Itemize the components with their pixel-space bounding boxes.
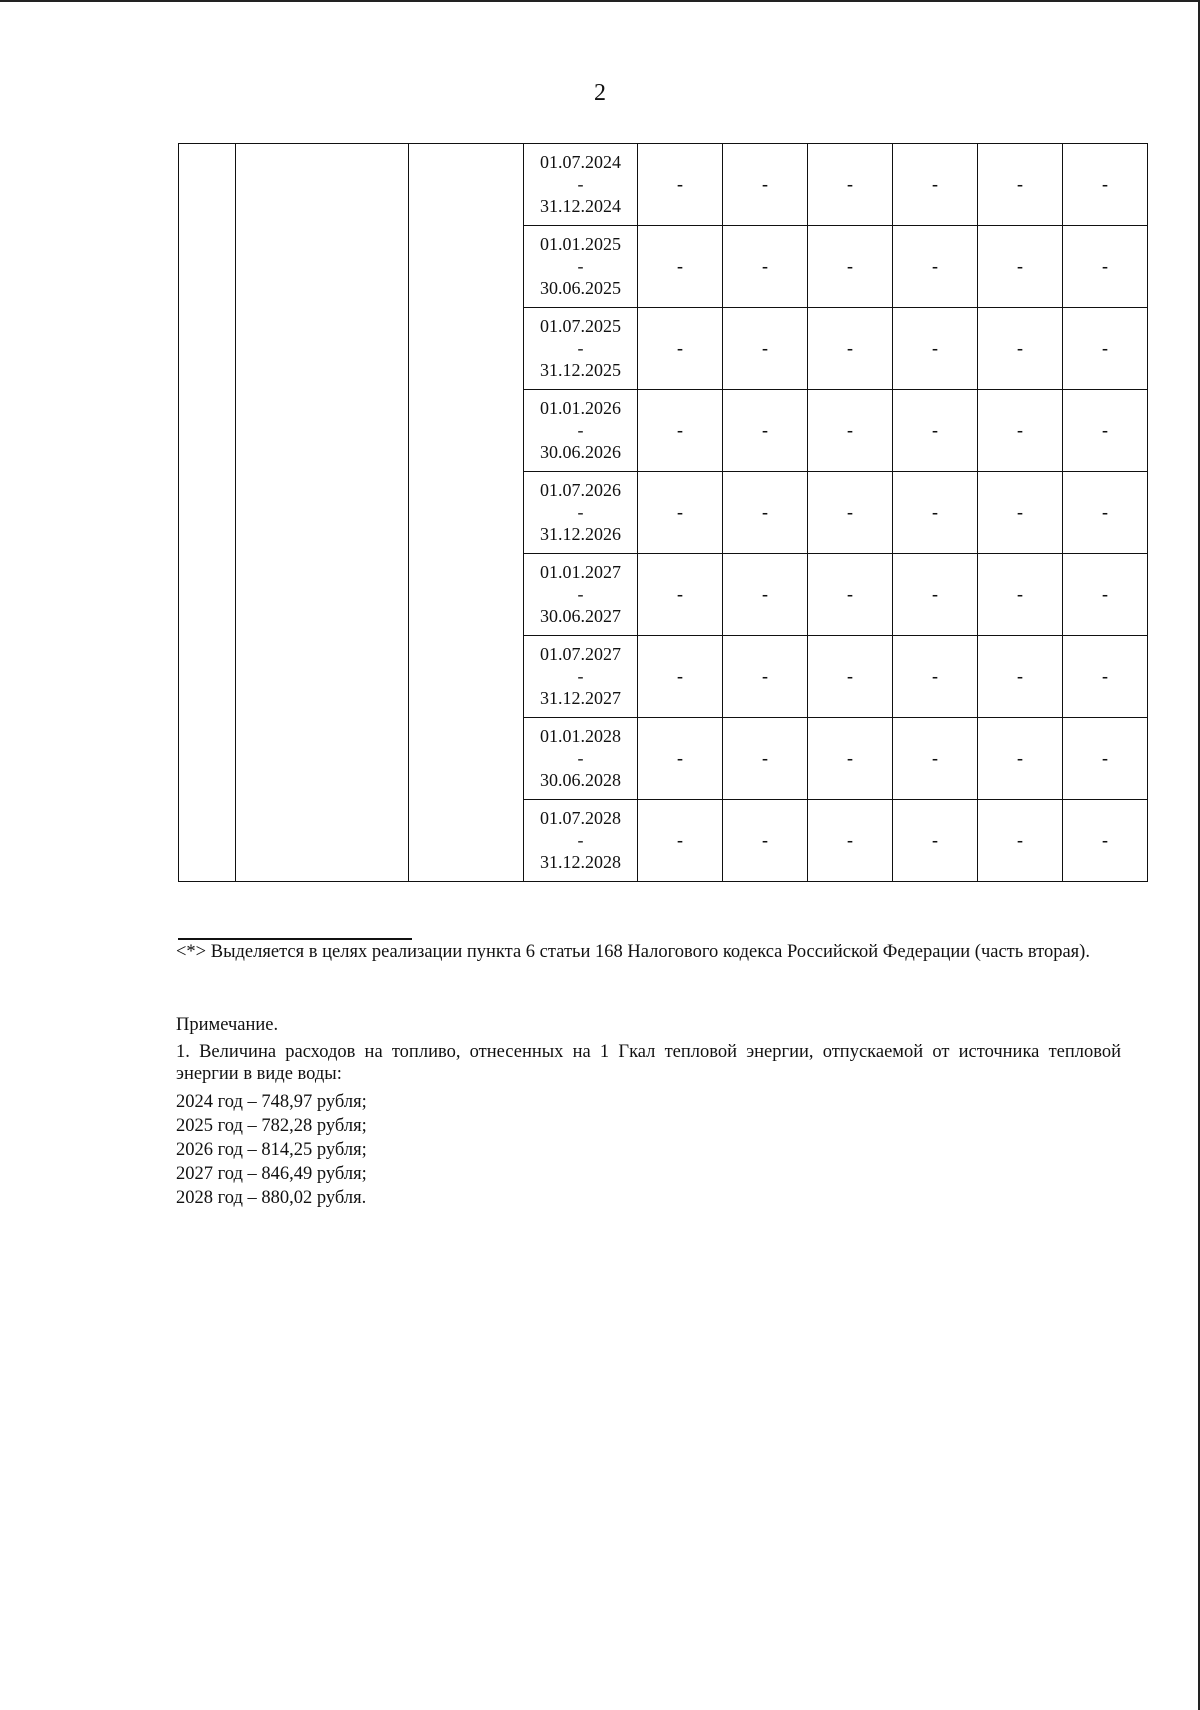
value-text: - [1017,420,1023,440]
value-text: - [1102,174,1108,194]
period-sep: - [577,173,584,194]
value-cell [978,800,1063,882]
value-cell [638,390,723,472]
value-cell [808,554,893,636]
value-text: - [762,584,768,604]
period-end: 31.12.2024 [540,195,621,216]
value-cell [808,226,893,308]
value-cell [978,636,1063,718]
value-cell [978,472,1063,554]
value-text: - [1017,584,1023,604]
value-text: - [932,174,938,194]
value-text: - [1017,256,1023,276]
value-cell [893,226,978,308]
value-cell [638,636,723,718]
value-cell [808,308,893,390]
value-cell [978,390,1063,472]
value-cell [978,308,1063,390]
value-cell [1063,718,1148,800]
value-text: - [1102,338,1108,358]
value-cell [893,144,978,226]
value-text: - [677,666,683,686]
value-text: - [932,748,938,768]
value-cell [723,718,808,800]
period-end: 31.12.2025 [540,359,621,380]
period-cell [524,390,638,472]
value-text: - [762,502,768,522]
fuel-cost-2024: 2024 год – 748,97 рубля; [176,1092,367,1112]
value-text: - [847,502,853,522]
period-sep: - [577,419,584,440]
period-sep: - [577,337,584,358]
value-text: - [847,830,853,850]
table-row [179,144,1148,226]
value-cell [893,800,978,882]
note-item-1: 1. Величина расходов на топливо, отнесенных на 1 Гкал тепловой энергии, отпускаемой от источника тепловой энергии в виде воды: [176,1042,1121,1084]
value-text: - [762,256,768,276]
value-text: - [847,174,853,194]
period-start: 01.07.2025 [540,315,621,336]
fuel-cost-2025: 2025 год – 782,28 рубля; [176,1116,367,1136]
value-cell [638,472,723,554]
period-cell [524,800,638,882]
value-cell [723,800,808,882]
tariff-table-body [179,144,1148,882]
value-cell [808,144,893,226]
value-cell [808,472,893,554]
period-cell [524,554,638,636]
value-cell [1063,390,1148,472]
value-text: - [932,420,938,440]
value-text: - [677,830,683,850]
value-cell [1063,554,1148,636]
value-cell [978,144,1063,226]
value-cell [723,144,808,226]
value-cell [638,800,723,882]
value-text: - [677,174,683,194]
value-text: - [932,666,938,686]
value-text: - [1017,338,1023,358]
tariff-type-cell [409,144,524,882]
value-text: - [677,502,683,522]
value-cell [638,554,723,636]
period-start: 01.07.2026 [540,479,621,500]
fuel-cost-list [176,1090,367,1210]
value-text: - [1017,748,1023,768]
value-cell [1063,472,1148,554]
value-cell [1063,800,1148,882]
period-end: 31.12.2026 [540,523,621,544]
value-text: - [1102,502,1108,522]
value-text: - [762,748,768,768]
period-end: 31.12.2027 [540,687,621,708]
value-cell [723,226,808,308]
row-number-cell [179,144,236,882]
value-text: - [1017,666,1023,686]
value-text: - [762,830,768,850]
period-start: 01.07.2024 [540,151,621,172]
value-cell [893,308,978,390]
period-sep: - [577,583,584,604]
value-cell [978,226,1063,308]
footnote-text: <*> Выделяется в целях реализации пункта 6 статьи 168 Налогового кодекса Российской Федерации (часть вторая). [176,942,1090,962]
value-text: - [932,338,938,358]
period-end: 30.06.2028 [540,769,621,790]
organization-name-cell [236,144,409,882]
value-cell [638,144,723,226]
period-sep: - [577,255,584,276]
value-text: - [932,830,938,850]
value-text: - [932,502,938,522]
period-cell [524,636,638,718]
value-cell [893,390,978,472]
period-start: 01.07.2028 [540,807,621,828]
value-text: - [847,584,853,604]
period-cell [524,718,638,800]
period-cell [524,144,638,226]
page-number: 2 [594,80,606,106]
value-cell [893,472,978,554]
value-cell [808,718,893,800]
value-text: - [847,256,853,276]
fuel-cost-2027: 2027 год – 846,49 рубля; [176,1164,367,1184]
value-text: - [762,338,768,358]
value-cell [808,800,893,882]
value-cell [723,472,808,554]
value-text: - [762,666,768,686]
value-text: - [932,584,938,604]
value-text: - [762,174,768,194]
value-cell [1063,308,1148,390]
value-cell [808,636,893,718]
note-heading: Примечание. [176,1015,279,1035]
value-text: - [1102,748,1108,768]
period-sep: - [577,501,584,522]
period-start: 01.07.2027 [540,643,621,664]
value-cell [893,636,978,718]
value-cell [978,718,1063,800]
value-text: - [1102,420,1108,440]
period-sep: - [577,665,584,686]
value-cell [808,390,893,472]
page-edge-top [0,0,1200,2]
value-text: - [677,584,683,604]
period-start: 01.01.2026 [540,397,621,418]
period-start: 01.01.2025 [540,233,621,254]
value-cell [978,554,1063,636]
value-text: - [762,420,768,440]
value-text: - [1017,174,1023,194]
period-start: 01.01.2027 [540,561,621,582]
value-cell [1063,226,1148,308]
period-cell [524,226,638,308]
value-cell [723,636,808,718]
fuel-cost-2028: 2028 год – 880,02 рубля. [176,1188,367,1208]
period-sep: - [577,747,584,768]
tariff-table-container [178,143,1148,882]
value-text: - [847,420,853,440]
value-cell [723,390,808,472]
value-text: - [1102,256,1108,276]
fuel-cost-2026: 2026 год – 814,25 рубля; [176,1140,367,1160]
value-cell [1063,636,1148,718]
period-end: 30.06.2025 [540,277,621,298]
value-text: - [847,338,853,358]
period-sep: - [577,829,584,850]
period-end: 30.06.2027 [540,605,621,626]
value-text: - [677,338,683,358]
period-cell [524,472,638,554]
value-text: - [932,256,938,276]
value-text: - [847,748,853,768]
value-cell [893,718,978,800]
value-cell [638,226,723,308]
period-end: 30.06.2026 [540,441,621,462]
value-cell [1063,144,1148,226]
value-text: - [1102,830,1108,850]
value-text: - [847,666,853,686]
value-text: - [677,748,683,768]
period-start: 01.01.2028 [540,725,621,746]
tariff-table [178,143,1148,882]
period-end: 31.12.2028 [540,851,621,872]
value-text: - [1017,502,1023,522]
value-text: - [677,420,683,440]
value-cell [893,554,978,636]
period-cell [524,308,638,390]
value-cell [638,718,723,800]
value-text: - [677,256,683,276]
value-text: - [1017,830,1023,850]
value-text: - [1102,666,1108,686]
value-cell [638,308,723,390]
value-cell [723,308,808,390]
value-cell [723,554,808,636]
value-text: - [1102,584,1108,604]
